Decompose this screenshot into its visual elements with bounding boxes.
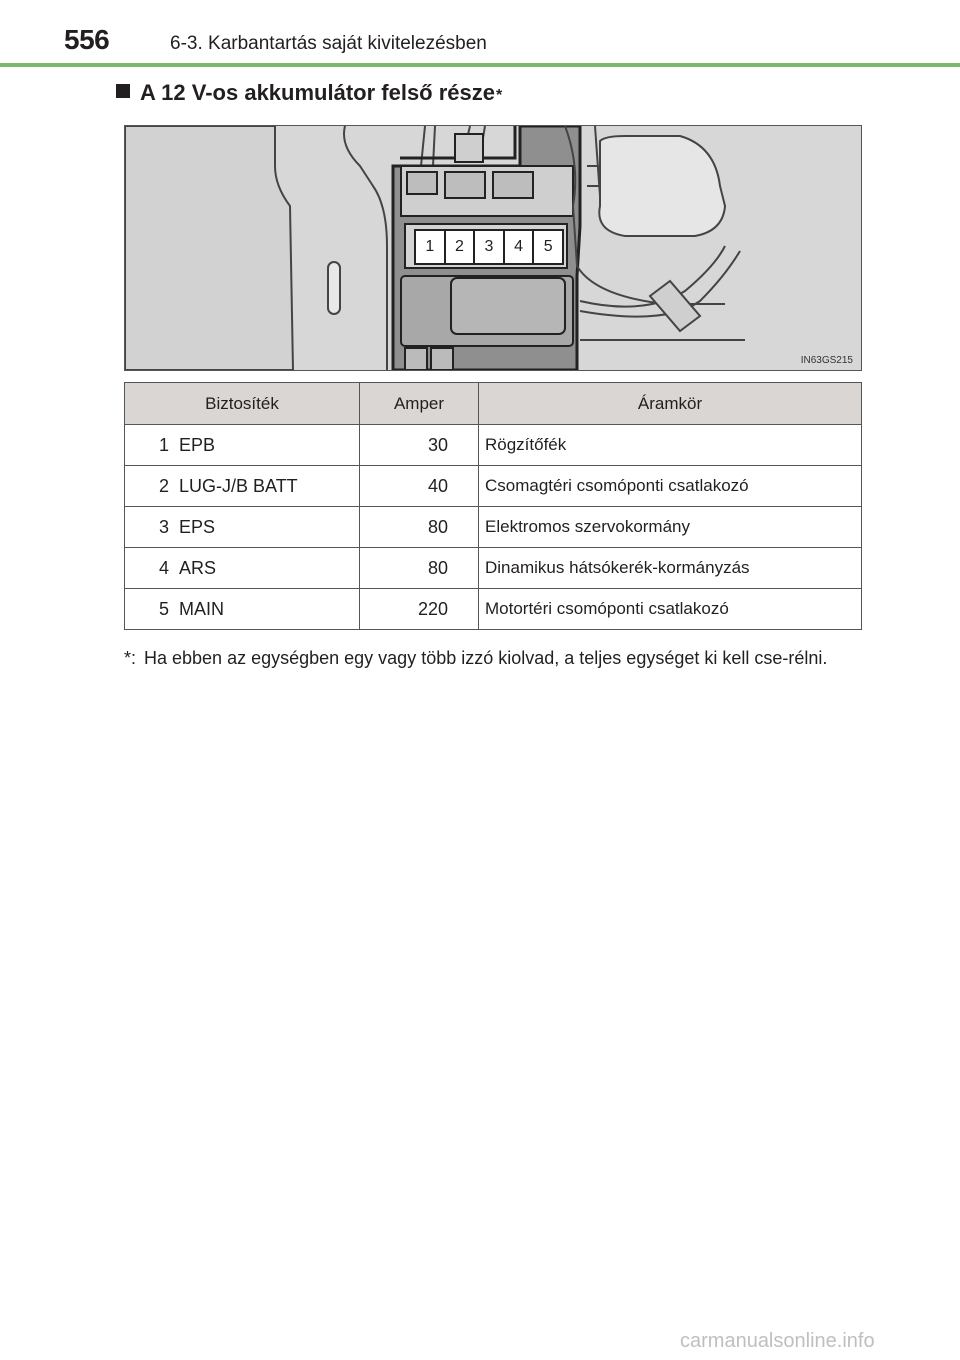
fuse-amper: 220 [360, 589, 479, 630]
table-row [125, 507, 862, 548]
footnote-mark: *: [124, 648, 137, 668]
column-header-fuse: Biztosíték [125, 383, 360, 425]
footnote-text: Ha ebben az egységben egy vagy több izzó kiolvad, a teljes egységet ki kell cse-rélni. [144, 648, 828, 668]
table-header-row [125, 383, 862, 425]
chapter-title: 6-3. Karbantartás saját kivitelezésben [170, 33, 487, 54]
fuse-circuit: Csomagtéri csomóponti csatlakozó [479, 466, 862, 507]
fuse-slot-4: 4 [503, 229, 535, 265]
column-header-circuit: Áramkör [479, 383, 862, 425]
column-header-amper: Amper [360, 383, 479, 425]
fuse-number: 1 [125, 425, 174, 466]
fuse-box-figure [124, 125, 862, 371]
section-title-mark: * [496, 87, 503, 104]
fuse-amper: 30 [360, 425, 479, 466]
fuse-slot-3: 3 [473, 229, 505, 265]
fuse-name: MAIN [173, 589, 360, 630]
fuse-circuit: Elektromos szervokormány [479, 507, 862, 548]
fuse-circuit: Motortéri csomóponti csatlakozó [479, 589, 862, 630]
fuse-table [124, 382, 862, 630]
footnote [124, 643, 864, 674]
fuse-circuit: Dinamikus hátsókerék-kormányzás [479, 548, 862, 589]
fuse-number: 3 [125, 507, 174, 548]
section-title: A 12 V-os akkumulátor felső része [140, 80, 495, 105]
fuse-slot-1: 1 [414, 229, 446, 265]
fuse-row [414, 229, 564, 265]
fuse-amper: 40 [360, 466, 479, 507]
fuse-name: LUG-J/B BATT [173, 466, 360, 507]
table-row [125, 466, 862, 507]
page-number: 556 [64, 24, 110, 55]
fuse-amper: 80 [360, 507, 479, 548]
fuse-number: 5 [125, 589, 174, 630]
figure-code: IN63GS215 [800, 355, 853, 366]
header-rule [0, 63, 960, 67]
fuse-amper: 80 [360, 548, 479, 589]
fuse-name: EPB [173, 425, 360, 466]
fuse-name: ARS [173, 548, 360, 589]
fuse-number: 2 [125, 466, 174, 507]
square-bullet-icon [116, 84, 130, 98]
table-row [125, 425, 862, 466]
watermark: carmanualsonline.info [680, 1330, 875, 1352]
fuse-number: 4 [125, 548, 174, 589]
fuse-slot-2: 2 [444, 229, 476, 265]
table-row [125, 548, 862, 589]
fuse-circuit: Rögzítőfék [479, 425, 862, 466]
fuse-slot-5: 5 [532, 229, 564, 265]
section-heading [116, 80, 502, 106]
fuse-name: EPS [173, 507, 360, 548]
table-row [125, 589, 862, 630]
